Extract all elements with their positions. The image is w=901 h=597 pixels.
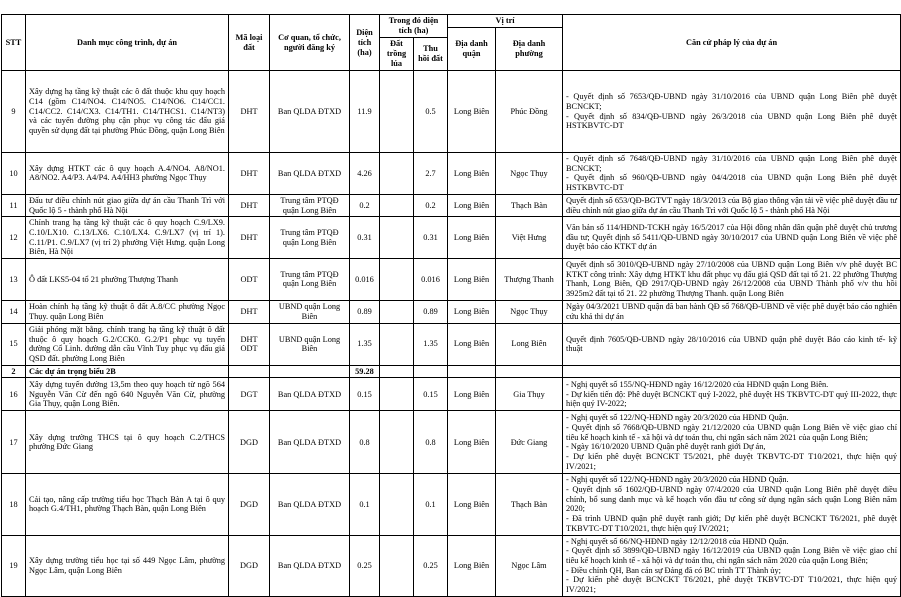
table-row	[2, 194, 901, 216]
row-agency: Trung tâm PTQĐ quận Long Biên	[270, 259, 350, 301]
row-recovered-land: 0.016	[414, 259, 448, 301]
row-land-code: DHT	[229, 217, 270, 259]
row-area: 0.1	[350, 474, 380, 535]
row-recovered-land: 0.5	[414, 71, 448, 153]
section-title: Các dự án trọng biểu 2B	[26, 365, 229, 378]
col-project: Danh mục công trình, dự án	[26, 15, 229, 71]
legal-line: - Quyết định số 3899/QĐ-UBND ngày 16/12/2019 của UBND quận Long Biên về việc giao chỉ tiêu kế hoạch kinh tế - xã hội và dự toán thu, chi ngân sách năm 2020 của quận Long Biên;	[566, 546, 898, 565]
col-ward: Địa danh phường	[496, 28, 563, 71]
legal-line: - Quyết định số 960/QĐ-UBND ngày 04/4/2018 của UBND quận Long Biên phê duyệt HSTKBVTC-DT	[566, 173, 898, 193]
legal-line: - Nghị quyết số 122/NQ-HĐND ngày 20/3/2020 của HĐND Quận.	[566, 475, 789, 485]
row-rice-land	[380, 153, 414, 195]
row-project: Giải phóng mặt bằng. chỉnh trang hạ tầng kỹ thuật ô đất thuộc ô quy hoạch G.2/CCK0. G.2/P1 phục vụ tuyến đường Cổ Linh. đường dẫn cầu Vĩnh Tuy phục vụ đấu giá QSD đất. phường Long Biên	[26, 323, 229, 365]
row-legal-basis	[563, 259, 901, 301]
row-ward: Ngọc Thụy	[496, 300, 563, 323]
row-area: 0.2	[350, 194, 380, 216]
row-stt: 13	[2, 259, 26, 301]
row-agency: UBND quận Long Biên	[270, 323, 350, 365]
row-stt: 16	[2, 378, 26, 411]
row-agency: Ban QLDA ĐTXD	[270, 535, 350, 596]
row-rice-land	[380, 194, 414, 216]
row-agency: Trung tâm PTQĐ quận Long Biên	[270, 194, 350, 216]
row-recovered-land: 0.25	[414, 535, 448, 596]
legal-line: - Nghị quyết số 155/NQ-HĐND ngày 16/12/2020 của HĐND quận Long Biên.	[566, 379, 829, 389]
legal-line: Ngày 04/3/2021 UBND quận đã ban hành QĐ số 768/QĐ-UBND về việc phê duyệt báo cáo nghiên cứu khả thi dự án	[566, 302, 898, 321]
row-stt: 18	[2, 474, 26, 535]
row-recovered-land: 0.2	[414, 194, 448, 216]
row-rice-land	[380, 323, 414, 365]
row-ward: Ngọc Lâm	[496, 535, 563, 596]
row-ward: Thượng Thanh	[496, 259, 563, 301]
row-stt: 15	[2, 323, 26, 365]
col-rice-land: Đất trồng lúa	[380, 38, 414, 71]
row-project: Xây dựng tuyến đường 13,5m theo quy hoạch từ ngõ 564 Nguyễn Văn Cừ đến ngõ 640 Nguyễn Văn Cừ, phường Gia Thụy, quận Long Biên.	[26, 378, 229, 411]
row-land-code	[229, 323, 270, 365]
row-rice-land	[380, 411, 414, 474]
section-empty	[270, 365, 350, 378]
section-area: 59.28	[350, 365, 380, 378]
table-row	[2, 153, 901, 195]
row-district: Long Biên	[448, 71, 496, 153]
col-of-which: Trong đó diện tích (ha)	[380, 15, 448, 38]
legal-line: - Quyết định số 834/QĐ-UBND ngày 26/3/2018 của UBND quận Long Biên phê duyệt HSTKBVTC-DT	[566, 111, 898, 131]
row-legal-basis	[563, 300, 901, 323]
row-area: 0.15	[350, 378, 380, 411]
row-agency: Ban QLDA ĐTXD	[270, 411, 350, 474]
row-land-code: DGT	[229, 378, 270, 411]
legal-line: - Quyết định số 7653/QĐ-UBND ngày 31/10/2016 của UBND quận Long Biên phê duyệt BCNCKT;	[566, 92, 898, 111]
row-land-code: DHT	[229, 300, 270, 323]
row-land-code: DHT	[229, 153, 270, 195]
legal-line: - Quyết định số 7668/QĐ-UBND ngày 21/12/2020 của UBND quận Long Biên về việc giao chỉ tiêu kế hoạch kinh tế - xã hội và dự toán thu, chi ngân sách năm 2021 của quận Long Biên;	[566, 422, 898, 442]
row-recovered-land: 2.7	[414, 153, 448, 195]
row-ward: Long Biên	[496, 323, 563, 365]
row-project: Hoàn chỉnh hạ tầng kỹ thuật ô đất A.8/CC phường Ngọc Thụy. quận Long Biên	[26, 300, 229, 323]
section-empty	[448, 365, 496, 378]
legal-line: - Nghị quyết số 66/NQ-HĐND ngày 12/12/2018 của HĐND Quận.	[566, 536, 789, 546]
row-ward: Ngọc Thụy	[496, 153, 563, 195]
code-line: ODT	[240, 344, 258, 354]
col-area: Diện tích (ha)	[350, 15, 380, 71]
row-legal-basis	[563, 378, 901, 411]
row-agency: Trung tâm PTQĐ quận Long Biên	[270, 217, 350, 259]
row-legal-basis	[563, 153, 901, 195]
row-project: Cải tạo, nâng cấp trường tiểu học Thạch Bàn A tại ô quy hoạch G.4/TH1, phường Thạch Bàn, quận Long Biên	[26, 474, 229, 535]
row-project: Ô đất LKS5-04 tổ 21 phường Thượng Thanh	[26, 259, 229, 301]
row-district: Long Biên	[448, 217, 496, 259]
col-land-code: Mã loại đất	[229, 15, 270, 71]
row-rice-land	[380, 300, 414, 323]
section-empty	[380, 365, 414, 378]
row-land-code: DHT	[229, 71, 270, 153]
row-recovered-land: 0.89	[414, 300, 448, 323]
section-empty	[414, 365, 448, 378]
table-row	[2, 259, 901, 301]
section-empty	[496, 365, 563, 378]
row-land-code: DHT	[229, 194, 270, 216]
table-row	[2, 71, 901, 153]
col-district: Địa danh quận	[448, 28, 496, 71]
row-agency: Ban QLDA ĐTXD	[270, 153, 350, 195]
legal-line: - Dự kiến phê duyệt BCNCKT T5/2021, phê duyệt TKBVTC-DT T10/2021, thực hiện quý IV/2021;	[566, 452, 898, 471]
row-district: Long Biên	[448, 259, 496, 301]
legal-line: - Dự kiến tiến độ: Phê duyệt BCNCKT quý I-2022, phê duyệt HS TKBVTC-DT quý III-2022, thực hiện quý IV-2022;	[566, 389, 898, 409]
row-stt: 14	[2, 300, 26, 323]
row-legal-basis	[563, 474, 901, 535]
section-stt: 2	[2, 365, 26, 378]
row-project: Xây dựng HTKT các ô quy hoạch A.4/NO4. A8/NO1. A8/NO2. A4/P3. A4/P4. A4/HH3 phường Ngọc Thụy	[26, 153, 229, 195]
row-legal-basis	[563, 535, 901, 596]
col-agency: Cơ quan, tổ chức, người đăng ký	[270, 15, 350, 71]
row-legal-basis	[563, 411, 901, 474]
legal-line: - Đã trình UBND quận phê duyệt ranh giới; Dự kiến phê duyệt BCNCKT T6/2021, phê duyệt TKBVTC-DT T10/2021, thực hiện quý IV/2021;	[566, 514, 898, 533]
table-row	[2, 300, 901, 323]
legal-line: Quyết định 7605/QĐ-UBND ngày 28/10/2016 của UBND quận phê duyệt Báo cáo kinh tế- kỹ thuật	[566, 334, 898, 354]
legal-line: Quyết định số 653/QĐ-BGTVT ngày 18/3/2013 của Bộ giao thông vận tải về việc phê duyệt đầu tư điều chỉnh nút giao giữa dự án cầu Thanh Trì với Quốc lộ 5 - thành phố Hà Nội	[566, 195, 898, 215]
legal-line: - Dự kiến phê duyệt BCNCKT T6/2021, phê duyệt TKBVTC-DT T10/2021, thực hiện quý IV/2021;	[566, 575, 898, 595]
row-district: Long Biên	[448, 535, 496, 596]
row-area: 0.8	[350, 411, 380, 474]
table-row	[2, 474, 901, 535]
legal-line: - Quyết định số 7648/QĐ-UBND ngày 31/10/2016 của UBND quận Long Biên phê duyệt BCNCKT;	[566, 154, 898, 173]
legal-line: Văn bản số 114/HĐND-TCKH ngày 16/5/2017 của Hội đồng nhân dân quận phê duyệt chủ trương đầu tư; Quyết định số 5411/QĐ-UBND ngày 30/10/2017 của UBND quận Long Biên về việc phê duyệt báo cáo KTKT dự án	[566, 223, 898, 252]
row-agency: Ban QLDA ĐTXD	[270, 474, 350, 535]
row-land-code: DGD	[229, 535, 270, 596]
row-project: Xây dựng trường THCS tại ô quy hoạch C.2/THCS phường Đức Giang	[26, 411, 229, 474]
legal-line: - Quyết định số 1602/QĐ-UBND ngày 07/4/2020 của UBND quận Long Biên phê duyệt điều chỉnh, bổ sung danh mục và kế hoạch vốn đầu tư công sử dụng ngân sách quận Long Biên năm 2020;	[566, 485, 898, 514]
table-row	[2, 323, 901, 365]
row-ward: Phúc Đồng	[496, 71, 563, 153]
section-empty	[229, 365, 270, 378]
row-area: 0.31	[350, 217, 380, 259]
row-legal-basis	[563, 323, 901, 365]
col-stt: STT	[2, 15, 26, 71]
land-use-table	[1, 14, 901, 597]
row-district: Long Biên	[448, 378, 496, 411]
row-rice-land	[380, 259, 414, 301]
row-recovered-land: 0.8	[414, 411, 448, 474]
row-project: Chỉnh trang hạ tầng kỹ thuật các ô quy hoạch C.9/LX9. C.10/LX10. C.13/LX6. C.10/LX4. C.9/LX7 (vị trí 1). C.11/P1. C.9/LX7 (vị trí 2) phường Việt Hưng. quận Long Biên, Hà Nội	[26, 217, 229, 259]
row-stt: 19	[2, 535, 26, 596]
row-legal-basis	[563, 194, 901, 216]
row-area: 4.26	[350, 153, 380, 195]
legal-line: Quyết định số 3010/QĐ-UBND ngày 27/10/2008 của UBND quận Long Biên v/v phê duyệt BC KTKT công trình: Xây dựng HTKT khu đất phục vụ đấu giá QSD đất tại tổ 21. 22 phường Thượng Thanh, Long Biên, QĐ 2917/QĐ-UBND ngày 26/12/2008 của UBND Thành phố v/v thu hồi 3925m2 đất tại tổ 21. 22 phường Thượng Thanh. quận Long Biên	[566, 260, 898, 299]
row-ward: Đức Giang	[496, 411, 563, 474]
legal-line: - Nghị quyết số 122/NQ-HĐND ngày 20/3/2020 của HĐND Quận.	[566, 413, 789, 423]
row-district: Long Biên	[448, 323, 496, 365]
row-area: 11.9	[350, 71, 380, 153]
col-recovered-land: Thu hồi đất	[414, 38, 448, 71]
row-land-code: DGD	[229, 411, 270, 474]
code-line: DHT	[240, 334, 258, 344]
table-row	[2, 411, 901, 474]
row-district: Long Biên	[448, 300, 496, 323]
legal-line: - Ngày 16/10/2020 UBND Quận phê duyệt ranh giới Dự án,	[566, 442, 766, 452]
row-land-code: ODT	[229, 259, 270, 301]
row-rice-land	[380, 474, 414, 535]
row-project: Đấu tư điều chỉnh nút giao giữa dự án cầu Thanh Trì với Quốc lộ 5 - thành phố Hà Nội	[26, 194, 229, 216]
legal-line: - Điều chỉnh QH, Ban cán sự Đảng đã có BC trình TT Thành ủy;	[566, 565, 781, 575]
row-area: 0.016	[350, 259, 380, 301]
section-empty	[563, 365, 901, 378]
row-project: Xây dựng hạ tầng kỹ thuật các ô đất thuộc khu quy hoạch C14 (gồm C14/NO4. C14/NO5. C14/NO6. C14/CC1. C14/CC2. C14/CX3. C14/TH1. C14/THCS1. C14/NT3) và các tuyến đường phụ cận phục vụ công tác đấu giá quyền sử dụng đất tại phường Phúc Đồng, quận Long Biên	[26, 71, 229, 153]
row-recovered-land: 0.31	[414, 217, 448, 259]
table-row	[2, 535, 901, 596]
row-stt: 17	[2, 411, 26, 474]
row-area: 0.89	[350, 300, 380, 323]
row-area: 1.35	[350, 323, 380, 365]
row-ward: Việt Hưng	[496, 217, 563, 259]
row-project: Xây dựng trường tiểu học tại số 449 Ngọc Lâm, phường Ngọc Lâm, quận Long Biên	[26, 535, 229, 596]
col-location: Vị trí	[448, 15, 563, 28]
row-area: 0.25	[350, 535, 380, 596]
row-district: Long Biên	[448, 194, 496, 216]
row-rice-land	[380, 535, 414, 596]
row-stt: 12	[2, 217, 26, 259]
row-stt: 9	[2, 71, 26, 153]
row-rice-land	[380, 378, 414, 411]
row-district: Long Biên	[448, 153, 496, 195]
row-ward: Thạch Bàn	[496, 474, 563, 535]
row-stt: 11	[2, 194, 26, 216]
row-recovered-land: 0.1	[414, 474, 448, 535]
row-district: Long Biên	[448, 411, 496, 474]
row-legal-basis	[563, 71, 901, 153]
row-land-code: DGD	[229, 474, 270, 535]
row-stt: 10	[2, 153, 26, 195]
row-ward: Thạch Bàn	[496, 194, 563, 216]
row-ward: Gia Thụy	[496, 378, 563, 411]
row-district: Long Biên	[448, 474, 496, 535]
row-rice-land	[380, 71, 414, 153]
table-row	[2, 217, 901, 259]
row-rice-land	[380, 217, 414, 259]
row-agency: UBND quận Long Biên	[270, 300, 350, 323]
row-recovered-land: 0.15	[414, 378, 448, 411]
row-agency: Ban QLDA ĐTXD	[270, 378, 350, 411]
row-recovered-land: 1.35	[414, 323, 448, 365]
table-row	[2, 378, 901, 411]
col-legal-basis: Căn cứ pháp lý của dự án	[563, 15, 901, 71]
row-legal-basis	[563, 217, 901, 259]
row-agency: Ban QLDA ĐTXD	[270, 71, 350, 153]
